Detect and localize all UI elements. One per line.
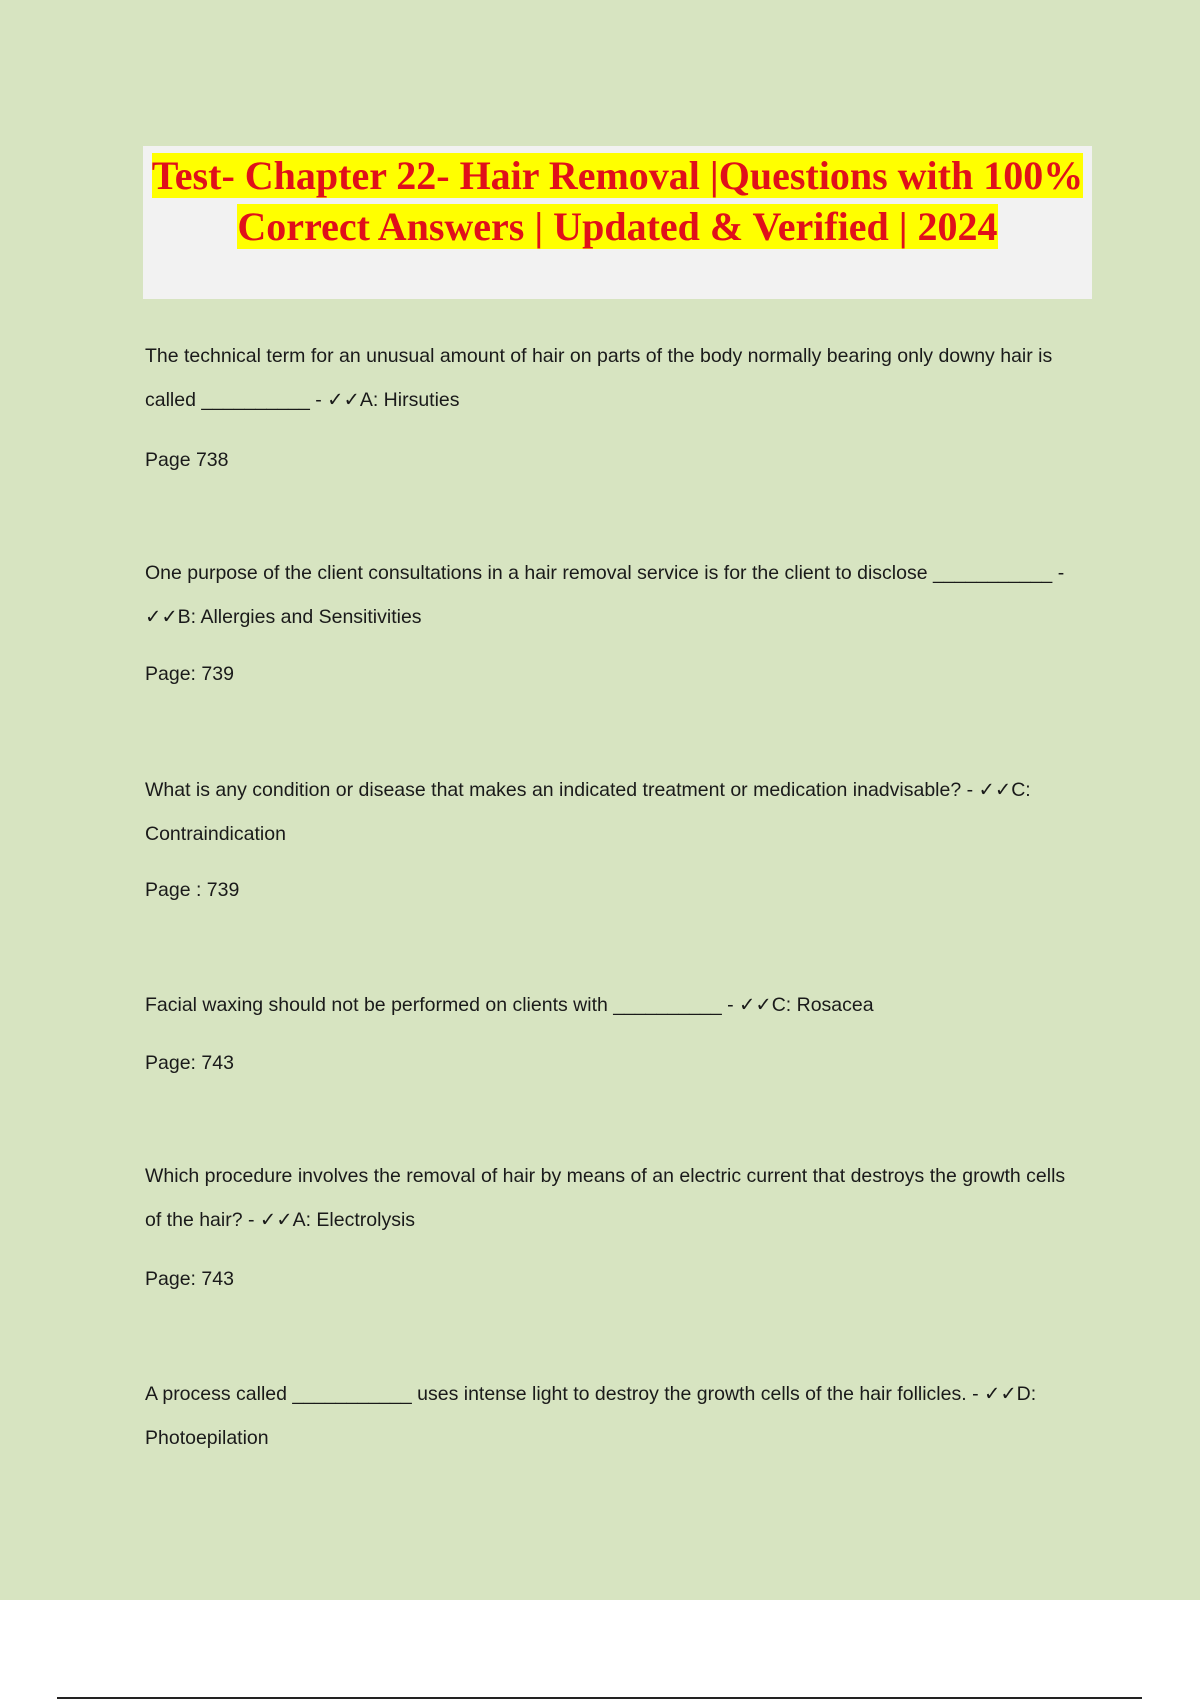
question-answer-6: A process called ___________ uses intense light to destroy the growth cells of the hair follicles. - ✓✓D: Photoepilation [145, 1383, 1037, 1449]
question-answer-5: Which procedure involves the removal of hair by means of an electric current that destroys the growth cells of the hair? - ✓✓A: Electrolysis [145, 1165, 1066, 1231]
page-reference-3: Page : 739 [145, 879, 240, 901]
footer-divider [57, 1697, 1142, 1699]
page-reference-1: Page 738 [145, 449, 229, 471]
page-reference-2: Page: 739 [145, 663, 234, 685]
page-reference-4: Page: 743 [145, 1052, 234, 1074]
document-title: Test- Chapter 22- Hair Removal |Questions with 100% Correct Answers | Updated & Verified | 2024 [151, 153, 1084, 249]
question-answer-2: One purpose of the client consultations in a hair removal service is for the client to disclose ___________ - ✓✓B: Allergies and Sensitivities [145, 562, 1065, 628]
title-box [143, 146, 1092, 299]
page-reference-5: Page: 743 [145, 1268, 234, 1290]
question-answer-4: Facial waxing should not be performed on clients with __________ - ✓✓C: Rosacea [145, 994, 874, 1016]
question-answer-3: What is any condition or disease that makes an indicated treatment or medication inadvisable? - ✓✓C: Contraindication [145, 779, 1031, 845]
question-answer-1: The technical term for an unusual amount of hair on parts of the body normally bearing only downy hair is called __________ - ✓✓A: Hirsuties [145, 345, 1053, 411]
